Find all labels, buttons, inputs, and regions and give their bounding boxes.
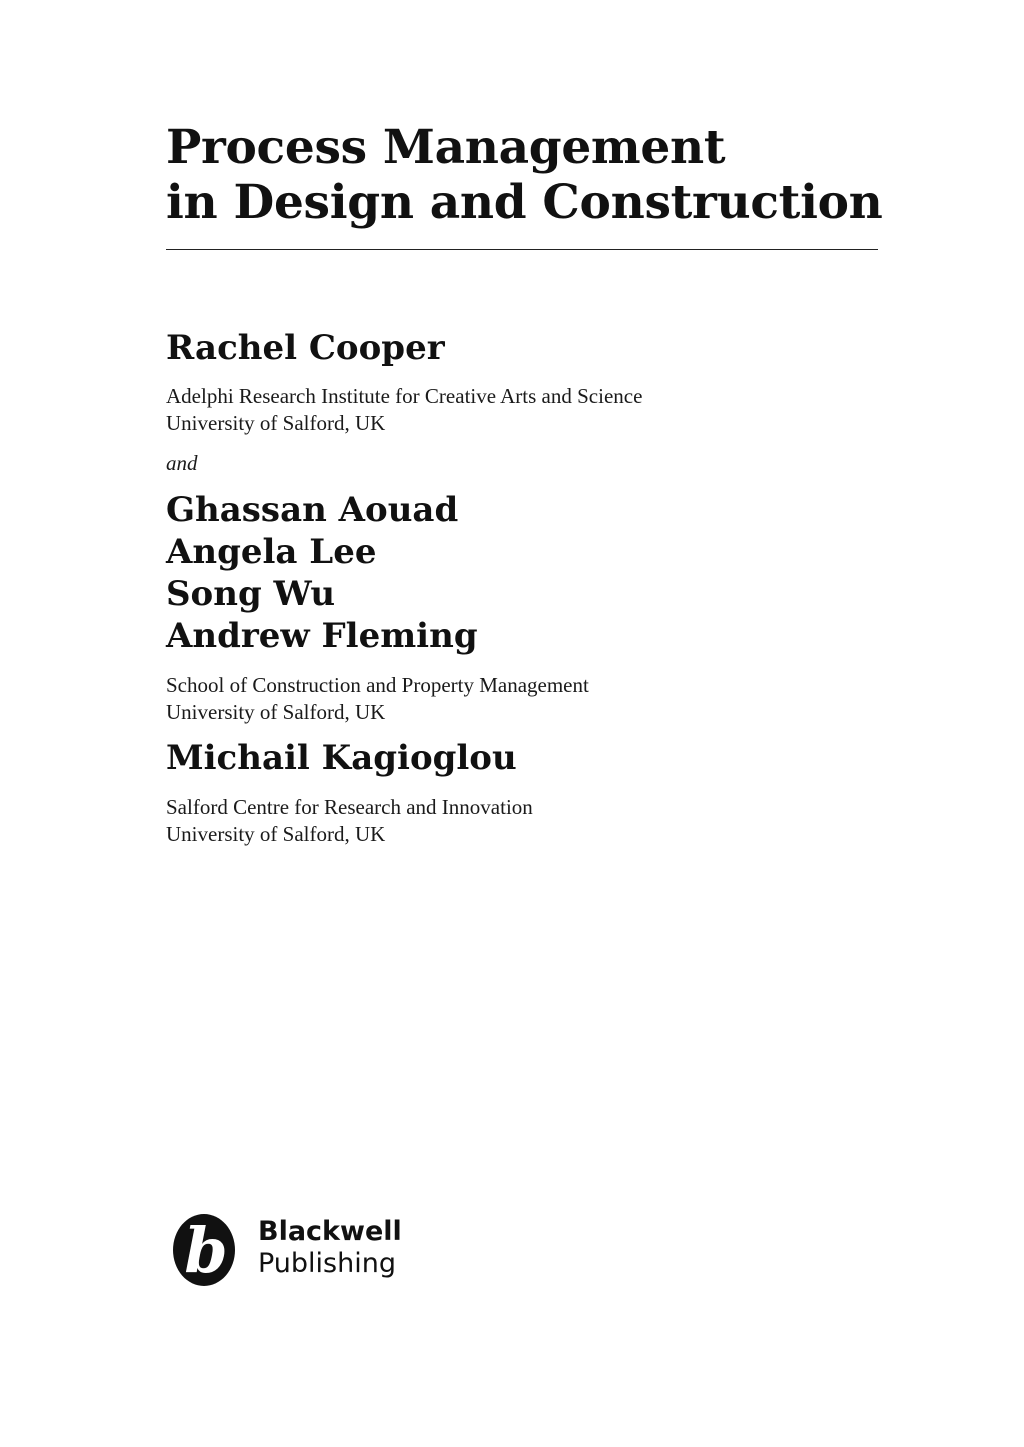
publisher-imprint [166,1210,446,1290]
publisher-name [258,1216,402,1280]
logo-letter: b [184,1214,228,1287]
conjunction-and: and [166,451,198,475]
affiliation-construction-line-1: School of Construction and Property Management [166,673,589,697]
affiliation-adelphi-line-1: Adelphi Research Institute for Creative Arts and Science [166,384,643,408]
affiliation-scri-line-1: Salford Centre for Research and Innovation [166,795,533,819]
author-rachel-cooper: Rachel Cooper [166,328,445,368]
author-andrew-fleming: Andrew Fleming [166,616,478,656]
publisher-name-line-2: Publishing [258,1248,396,1279]
author-michail-kagioglou: Michail Kagioglou [166,738,517,778]
book-title-line-1: Process Management [166,120,726,175]
blackwell-b-logo-icon [166,1212,242,1288]
title-divider [166,249,878,250]
book-title [166,120,883,230]
author-angela-lee: Angela Lee [166,532,377,572]
publisher-name-line-1: Blackwell [258,1216,402,1247]
book-title-line-2: in Design and Construction [166,175,883,230]
author-song-wu: Song Wu [166,574,336,614]
affiliation-scri-line-2: University of Salford, UK [166,822,386,846]
affiliation-adelphi-line-2: University of Salford, UK [166,411,386,435]
affiliation-construction-line-2: University of Salford, UK [166,700,386,724]
author-ghassan-aouad: Ghassan Aouad [166,490,459,530]
